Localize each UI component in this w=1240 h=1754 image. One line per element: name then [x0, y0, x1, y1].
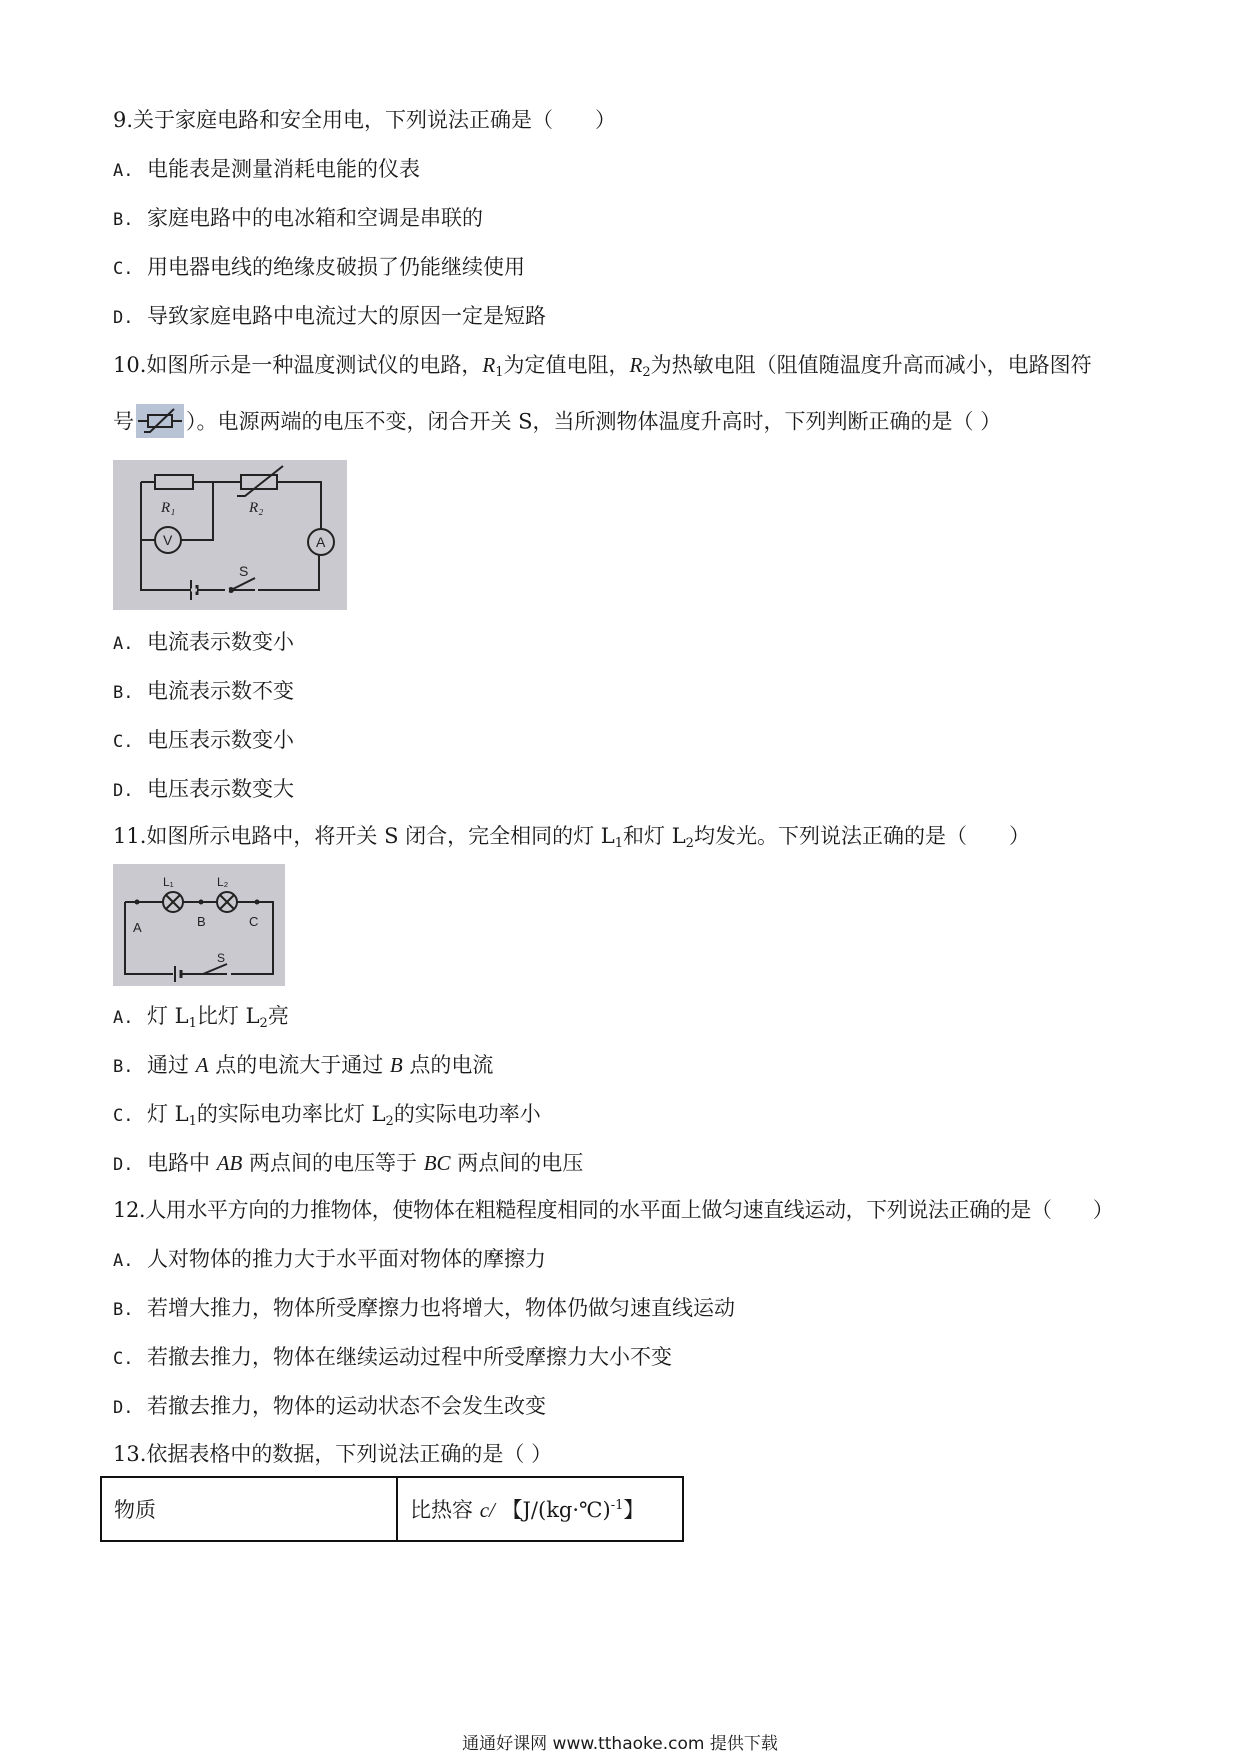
q11-circuit-figure — [113, 864, 285, 986]
q11-stem: 11.如图所示电路中，将开关 S 闭合，完全相同的灯 $L_1$和灯 $L_2$均发光。下列说法正确的是（ ） — [113, 824, 1030, 851]
q13-table-header-substance: 物质 — [101, 1477, 397, 1541]
q9-stem: 9.关于家庭电路和安全用电，下列说法正确是（ ） — [113, 108, 617, 132]
thermistor-symbol-icon — [136, 404, 184, 438]
q10-option-d: D. 电压表示数变大 — [113, 777, 294, 801]
q10-stem-line2: 号 ）。电源两端的电压不变，闭合开关 S，当所测物体温度升高时，下列判断正确的是（ ） — [113, 406, 1001, 440]
q13-stem: 13.依据表格中的数据，下列说法正确的是（ ） — [113, 1442, 553, 1466]
table-row — [101, 1477, 683, 1541]
q11-option-d: D. 电路中 AB 两点间的电压等于 BC 两点间的电压 — [113, 1151, 584, 1175]
q12-option-b: B. 若增大推力，物体所受摩擦力也将增大，物体仍做匀速直线运动 — [113, 1296, 735, 1320]
q10-fig-switch-label: S — [239, 563, 249, 579]
q10-option-b: B. 电流表示数不变 — [113, 679, 294, 703]
q11-option-b: B. 通过 A 点的电流大于通过 B 点的电流 — [113, 1053, 494, 1077]
q9-option-b: B. 家庭电路中的电冰箱和空调是串联的 — [113, 206, 483, 230]
q10-fig-ammeter-label: A — [316, 534, 326, 550]
q11-fig-l2-label: L₂ — [217, 875, 229, 889]
q13-table-header-specific-heat: 比热容 c/ 【J/(kg·℃)$^{-1}$】 — [397, 1477, 683, 1541]
q9-option-a: A. 电能表是测量消耗电能的仪表 — [113, 157, 420, 181]
q10-fig-voltmeter-label: V — [163, 532, 173, 548]
q10-fig-r2-label: R₂ — [249, 500, 264, 516]
q12-option-c: C. 若撤去推力，物体在继续运动过程中所受摩擦力大小不变 — [113, 1345, 672, 1369]
q11-fig-b-label: B — [197, 914, 206, 929]
q10-circuit-figure — [113, 460, 347, 610]
q10-fig-r1-label: R₁ — [161, 500, 176, 516]
q10-stem-line1: 10.如图所示是一种温度测试仪的电路，$R_1$为定值电阻，$R_2$为热敏电阻（阻值随温度升高而减小，电路图符 — [113, 353, 1092, 380]
q11-option-a: A. 灯 $L_1$比灯 $L_2$亮 — [113, 1004, 289, 1031]
q9-option-c: C. 用电器电线的绝缘皮破损了仍能继续使用 — [113, 255, 525, 279]
q12-option-a: A. 人对物体的推力大于水平面对物体的摩擦力 — [113, 1247, 546, 1271]
q10-option-c: C. 电压表示数变小 — [113, 728, 294, 752]
q11-fig-c-label: C — [249, 914, 259, 929]
q12-option-d: D. 若撤去推力，物体的运动状态不会发生改变 — [113, 1394, 546, 1418]
q11-fig-l1-label: L₁ — [163, 875, 174, 889]
q13-table — [100, 1476, 684, 1542]
q10-option-a: A. 电流表示数变小 — [113, 630, 294, 654]
q12-stem: 12.人用水平方向的力推物体，使物体在粗糙程度相同的水平面上做匀速直线运动，下列说法正确的是（ ） — [113, 1198, 1114, 1222]
q11-option-c: C. 灯 $L_1$的实际电功率比灯 $L_2$的实际电功率小 — [113, 1102, 541, 1129]
q9-option-d: D. 导致家庭电路中电流过大的原因一定是短路 — [113, 304, 546, 328]
q11-fig-a-label: A — [133, 920, 142, 935]
q11-fig-s-label: S — [217, 951, 226, 965]
page-footer: 通通好课网 www.tthaoke.com 提供下载 — [462, 1734, 778, 1754]
